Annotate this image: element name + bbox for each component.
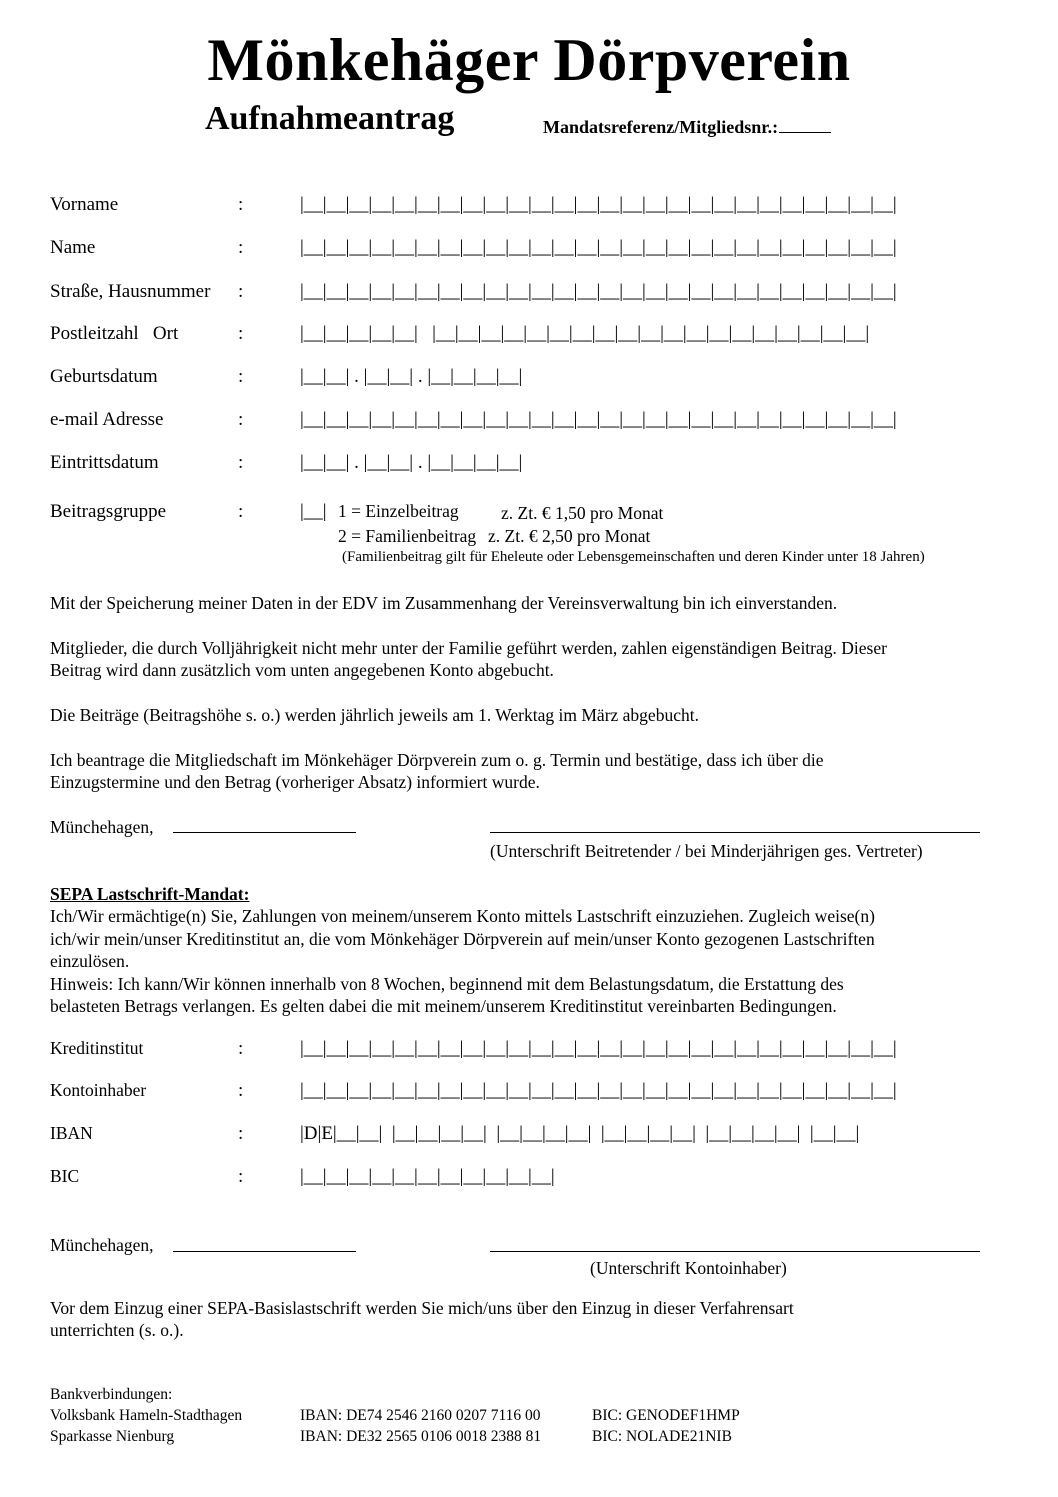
bank-connections-heading: Bankverbindungen: (50, 1386, 173, 1403)
field-label-geburtsdatum: Geburtsdatum (50, 366, 158, 387)
vorname-input-boxes[interactable]: |__|__|__|__|__|__|__|__|__|__|__|__|__|__|__|__|__|__|__|__|__|__|__|__|__|__| (300, 194, 897, 215)
field-label-name: Name (50, 237, 96, 258)
field-label-plz-ort: Postleitzahl Ort (50, 323, 179, 344)
beitrag-note: (Familienbeitrag gilt für Eheleute oder Lebensgemeinschaften und deren Kinder unter 18 Jahren) (342, 549, 925, 565)
form-subtitle: Aufnahmeantrag (205, 100, 455, 137)
plz-ort-input-boxes[interactable]: |__|__|__|__|__| |__|__|__|__|__|__|__|__|__|__|__|__|__|__|__|__|__|__|__| (300, 323, 870, 344)
signature-place-label: Münchehagen, (50, 817, 154, 837)
field-colon: : (238, 281, 244, 302)
field-label-kreditinstitut: Kreditinstitut (50, 1038, 144, 1058)
field-colon: : (238, 366, 244, 387)
consent-paragraph: Mit der Speicherung meiner Daten in der EDV im Zusammenhang der Vereinsverwaltung bin ich einverstanden. (50, 593, 838, 613)
sepa-text-line5: belasteten Betrags verlangen. Es gelten dabei die mit meinem/unserem Kreditinstitut vereinbarten Bedingungen. (50, 996, 837, 1016)
beitrag-option-2: 2 = Familienbeitrag (338, 526, 477, 546)
field-label-vorname: Vorname (50, 194, 119, 215)
mandate-reference (543, 117, 831, 138)
sepa-heading: SEPA Lastschrift-Mandat: (50, 884, 250, 904)
field-label-eintrittsdatum: Eintrittsdatum (50, 452, 159, 473)
beitrag-option-1: 1 = Einzelbeitrag (338, 501, 459, 521)
adult-members-paragraph-line1: Mitglieder, die durch Volljährigkeit nicht mehr unter der Familie geführt werden, zahlen eigenständigen Beitrag. Dieser (50, 638, 887, 658)
sepa-notice-line1: Vor dem Einzug einer SEPA-Basislastschrift werden Sie mich/uns über den Einzug in dieser Verfahrensart (50, 1298, 794, 1318)
signature-caption-account-holder: (Unterschrift Kontoinhaber) (590, 1258, 787, 1278)
bank-name: Volksbank Hameln-Stadthagen (50, 1407, 243, 1424)
field-colon: : (238, 1080, 244, 1101)
application-paragraph-line2: Einzugstermine und den Betrag (vorheriger Absatz) informiert wurde. (50, 772, 540, 792)
field-label-beitragsgruppe: Beitragsgruppe (50, 501, 167, 522)
signature2-place-label: Münchehagen, (50, 1235, 154, 1255)
beitragsgruppe-input-box[interactable]: |__| (300, 501, 327, 522)
field-colon: : (238, 452, 244, 473)
field-label-kontoinhaber: Kontoinhaber (50, 1080, 147, 1100)
mandate-reference-field[interactable] (779, 117, 831, 133)
strasse-input-boxes[interactable]: |__|__|__|__|__|__|__|__|__|__|__|__|__|__|__|__|__|__|__|__|__|__|__|__|__|__| (300, 281, 897, 302)
adult-members-paragraph-line2: Beitrag wird dann zusätzlich vom unten angegebenen Konto abgebucht. (50, 660, 554, 680)
bank-iban: IBAN: DE32 2565 0106 0018 2388 81 (300, 1428, 542, 1445)
field-colon: : (238, 1038, 244, 1059)
mandate-reference-label: Mandatsreferenz/Mitgliedsnr.: (543, 117, 779, 137)
field-colon: : (238, 1123, 244, 1144)
eintrittsdatum-input-boxes[interactable]: |__|__| . |__|__| . |__|__|__|__| (300, 452, 523, 473)
field-colon: : (238, 1166, 244, 1187)
kontoinhaber-input-boxes[interactable]: |__|__|__|__|__|__|__|__|__|__|__|__|__|__|__|__|__|__|__|__|__|__|__|__|__|__| (300, 1080, 897, 1101)
bank-bic: BIC: GENODEF1HMP (592, 1407, 740, 1424)
iban-input-boxes[interactable]: |D|E|__|__| |__|__|__|__| |__|__|__|__| |__|__|__|__| |__|__|__|__| |__|__| (300, 1123, 860, 1144)
beitrag-option-2-price: z. Zt. € 2,50 pro Monat (488, 526, 651, 546)
signature-line-applicant[interactable] (490, 832, 980, 833)
beitrag-option-1-price: z. Zt. € 1,50 pro Monat (501, 503, 664, 523)
email-input-boxes[interactable]: |__|__|__|__|__|__|__|__|__|__|__|__|__|__|__|__|__|__|__|__|__|__|__|__|__|__| (300, 409, 897, 430)
signature-line-account-holder[interactable] (490, 1251, 980, 1252)
field-colon: : (238, 409, 244, 430)
debit-date-paragraph: Die Beiträge (Beitragshöhe s. o.) werden jährlich jeweils am 1. Werktag im März abgebucht. (50, 705, 699, 725)
sepa-notice-line2: unterrichten (s. o.). (50, 1320, 184, 1340)
signature2-date-line[interactable] (173, 1251, 356, 1252)
field-colon: : (238, 501, 244, 522)
page-title: Mönkehäger Dörpverein (207, 27, 851, 93)
field-colon: : (238, 237, 244, 258)
field-label-email: e-mail Adresse (50, 409, 164, 430)
name-input-boxes[interactable]: |__|__|__|__|__|__|__|__|__|__|__|__|__|__|__|__|__|__|__|__|__|__|__|__|__|__| (300, 237, 897, 258)
kreditinstitut-input-boxes[interactable]: |__|__|__|__|__|__|__|__|__|__|__|__|__|__|__|__|__|__|__|__|__|__|__|__|__|__| (300, 1038, 897, 1059)
sepa-text-line4: Hinweis: Ich kann/Wir können innerhalb von 8 Wochen, beginnend mit dem Belastungsdatum, die Erstattung des (50, 974, 844, 994)
field-colon: : (238, 323, 244, 344)
field-colon: : (238, 194, 244, 215)
bic-input-boxes[interactable]: |__|__|__|__|__|__|__|__|__|__|__| (300, 1166, 555, 1187)
geburtsdatum-input-boxes[interactable]: |__|__| . |__|__| . |__|__|__|__| (300, 366, 523, 387)
signature-date-line[interactable] (173, 832, 356, 833)
field-label-iban: IBAN (50, 1123, 93, 1143)
field-label-bic: BIC (50, 1166, 80, 1186)
application-paragraph-line1: Ich beantrage die Mitgliedschaft im Mönkehäger Dörpverein zum o. g. Termin und bestätige, dass ich über die (50, 750, 824, 770)
bank-iban: IBAN: DE74 2546 2160 0207 7116 00 (300, 1407, 541, 1424)
bank-name: Sparkasse Nienburg (50, 1428, 175, 1445)
sepa-text-line3: einzulösen. (50, 951, 130, 971)
field-label-strasse: Straße, Hausnummer (50, 281, 211, 302)
sepa-text-line1: Ich/Wir ermächtige(n) Sie, Zahlungen von meinem/unserem Konto mittels Lastschrift einzuziehen. Zugleich weise(n) (50, 906, 875, 926)
signature-caption-applicant: (Unterschrift Beitretender / bei Minderjährigen ges. Vertreter) (490, 841, 923, 861)
bank-bic: BIC: NOLADE21NIB (592, 1428, 732, 1445)
sepa-text-line2: ich/wir mein/unser Kreditinstitut an, die vom Mönkehäger Dörpverein auf mein/unser Konto gezogenen Lastschriften (50, 929, 875, 949)
